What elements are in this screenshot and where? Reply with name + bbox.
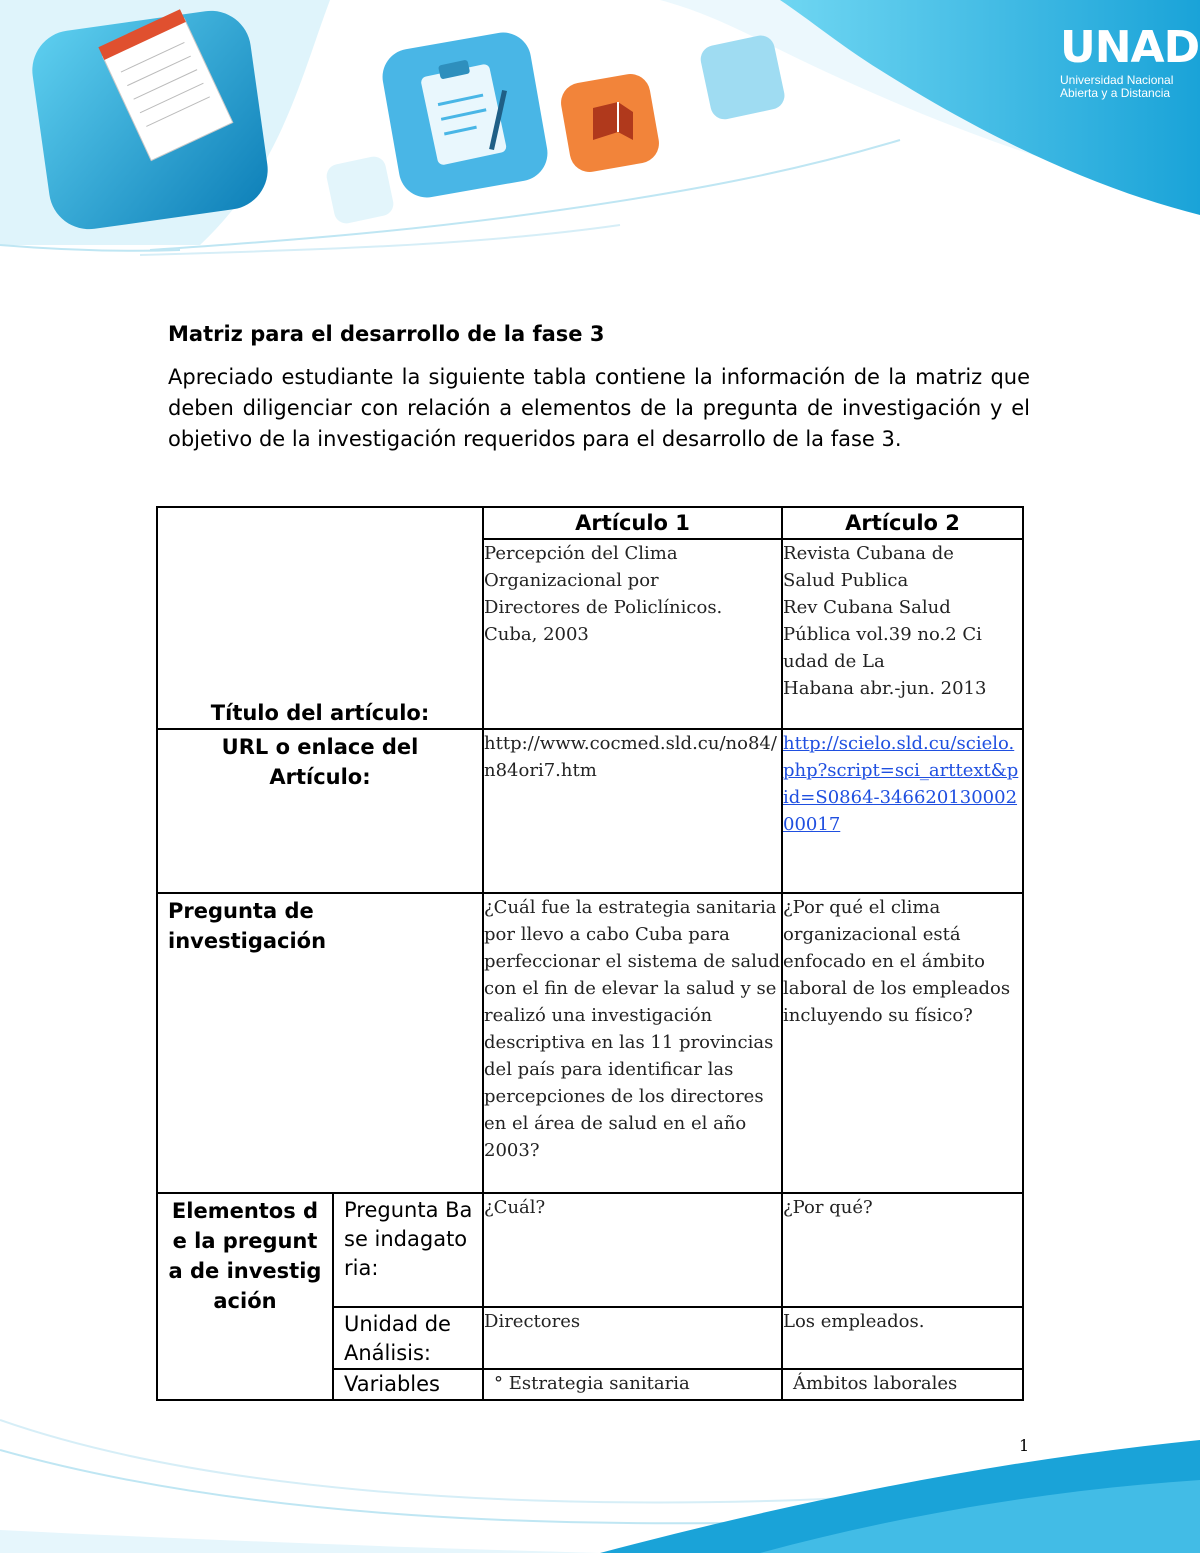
logo-wordmark: UNAD <box>1060 22 1200 73</box>
article-1-title-line: Directores de Policlínicos. <box>484 597 723 618</box>
article-2-title-line: Pública vol.39 no.2 Ci <box>783 624 982 645</box>
header-article-1: Artículo 1 <box>483 507 782 539</box>
matrix-table <box>156 506 1024 1401</box>
page-number: 1 <box>1019 1436 1030 1455</box>
article-2-url-link[interactable]: http://scielo.sld.cu/scielo.php?script=sci_arttext&pid=S0864-34662013000200017 <box>783 733 1019 835</box>
article-2-title-line: Revista Cubana de <box>783 543 954 564</box>
logo-line-1: Universidad Nacional <box>1060 73 1174 87</box>
header-article-2: Artículo 2 <box>782 507 1023 539</box>
unad-logo <box>1058 22 1200 112</box>
document-body <box>168 318 1030 455</box>
logo-line-2: Abierta y a Distancia <box>1060 86 1171 100</box>
sub-unit-label: Unidad de Análisis: <box>333 1307 483 1369</box>
article-1-url: http://www.cocmed.sld.cu/no84/n84ori7.htm <box>483 729 782 893</box>
article-1-title-line: Percepción del Clima <box>484 543 678 564</box>
header-banner <box>0 0 1200 260</box>
article-2-title-line: Rev Cubana Salud <box>783 597 951 618</box>
sub-variables-label: Variables <box>333 1369 483 1400</box>
article-1-base: ¿Cuál? <box>483 1193 782 1307</box>
article-1-title-line: Organizacional por <box>484 570 659 591</box>
article-1-title-line: Cuba, 2003 <box>484 624 589 645</box>
row-url-label: URL o enlace del Artículo: <box>157 729 483 893</box>
article-2-question: ¿Por qué el clima organizacional está enfocado en el ámbito laboral de los empleados incluyendo su físico? <box>782 893 1023 1193</box>
sub-base-label: Pregunta Base indagatoria: <box>333 1193 483 1307</box>
elements-label: Elementos de la pregunta de investigación <box>157 1193 333 1400</box>
article-2-variables: Ámbitos laborales <box>782 1369 1023 1400</box>
document-intro: Apreciado estudiante la siguiente tabla contiene la información de la matriz que deben diligenciar con relación a elementos de la pregunta de investigación y el objetivo de la investigación requeridos para el desarrollo de la fase 3. <box>168 365 1030 451</box>
article-2-title-line: udad de La <box>783 651 885 672</box>
article-2-title-line: Salud Publica <box>783 570 909 591</box>
row-title-label: Título del artículo: <box>210 701 430 725</box>
title-label-cell <box>157 507 483 729</box>
article-2-unit: Los empleados. <box>782 1307 1023 1369</box>
article-2-url-cell <box>782 729 1023 893</box>
document-title: Matriz para el desarrollo de la fase 3 <box>168 322 605 346</box>
article-1-question: ¿Cuál fue la estrategia sanitaria por llevo a cabo Cuba para perfeccionar el sistema de salud con el fin de elevar la salud y se realizó una investigación descriptiva en las 11 provincias del país para identificar las percepciones de los directores en el área de salud en el año 2003? <box>483 893 782 1193</box>
row-question-label: Pregunta de investigación <box>157 893 483 1193</box>
article-1-title <box>483 539 782 729</box>
article-2-base: ¿Por qué? <box>782 1193 1023 1307</box>
article-1-unit: Directores <box>483 1307 782 1369</box>
article-1-variables: ° Estrategia sanitaria <box>483 1369 782 1400</box>
footer-decoration <box>0 1380 1200 1553</box>
article-2-title-line: Habana abr.-jun. 2013 <box>783 678 987 699</box>
article-2-title <box>782 539 1023 729</box>
